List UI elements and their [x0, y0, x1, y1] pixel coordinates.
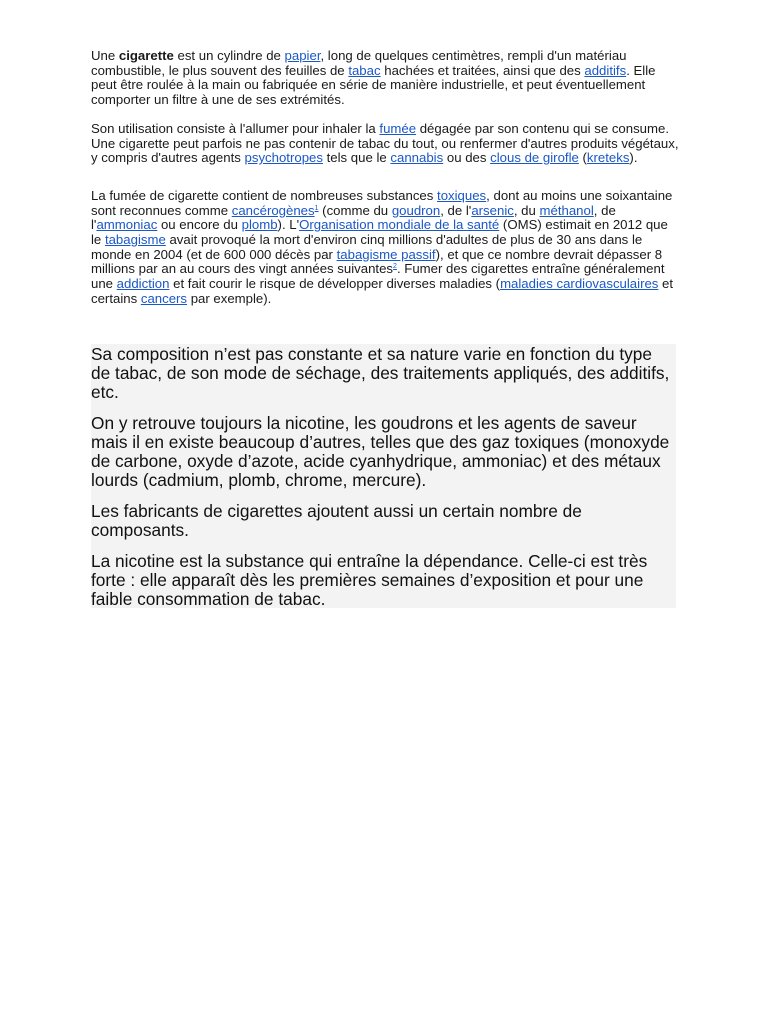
text: La fumée de cigarette contient de nombreuses substances	[91, 187, 438, 203]
paragraph-toxicity	[91, 189, 681, 307]
link-cancers[interactable]: cancers	[140, 290, 188, 306]
link-tabac[interactable]: tabac	[348, 62, 381, 78]
text: (	[578, 150, 587, 166]
text: ), et que ce nombre devrait dépasser 8 millions par an au cours des vingt années suivantes	[91, 246, 663, 277]
text: tels que le	[322, 150, 391, 166]
text: hachées et traitées, ainsi que des	[380, 62, 585, 78]
text: Son utilisation consiste à l'allumer pour inhaler la	[91, 120, 380, 136]
link-maladies-cardiovasculaires[interactable]: maladies cardiovasculaires	[500, 276, 659, 292]
link-arsenic[interactable]: arsenic	[471, 202, 514, 218]
article-body	[91, 49, 681, 307]
text: (comme du	[318, 202, 392, 218]
composition-paragraph: Sa composition n’est pas constante et sa nature varie en fonction du type de tabac, de son mode de séchage, des traitements appliqués, des additifs, etc.	[91, 344, 670, 402]
text: (OMS) estimait en 2012 que le	[91, 217, 668, 248]
link-goudron[interactable]: goudron	[391, 202, 441, 218]
link-toxiques[interactable]: toxiques	[437, 187, 487, 203]
text: dégagée par son contenu qui se consume. Une cigarette peut parfois ne pas contenir de tabac du tout, ou renfermer d'autres produits végétaux, y compris d'autres agents	[91, 120, 679, 166]
term-cigarette: cigarette	[118, 48, 174, 63]
text: ).	[629, 150, 638, 166]
text: . Elle peut être roulée à la main ou fabriquée en série de manière industrielle, et peut éventuellement comporter un filtre à une de ses extrémités.	[91, 62, 656, 108]
link-psychotropes[interactable]: psychotropes	[244, 150, 323, 166]
link-cannabis[interactable]: cannabis	[390, 150, 444, 166]
text: , du	[513, 202, 540, 218]
link-clous-de-girofle[interactable]: clous de girofle	[490, 150, 579, 166]
link-additifs[interactable]: additifs	[584, 62, 627, 78]
link-papier[interactable]: papier	[284, 48, 321, 63]
link-cancerogenes[interactable]: cancérogènes	[231, 202, 315, 218]
footnote-ref-1[interactable]: 1	[314, 204, 319, 212]
constituents-paragraph: On y retrouve toujours la nicotine, les goudrons et les agents de saveur mais il en existe beaucoup d’autres, telles que des gaz toxiques (monoxyde de carbone, oxyde d’azote, acide cyanhydrique, ammoniac) et des métaux lourds (cadmium, plomb, chrome, mercure).	[91, 413, 670, 490]
text: , de l'	[91, 202, 616, 233]
link-addiction[interactable]: addiction	[116, 276, 170, 292]
text: et fait courir le risque de développer diverses maladies (	[169, 276, 501, 292]
link-ammoniac[interactable]: ammoniac	[96, 217, 158, 233]
text: et certains	[91, 276, 674, 306]
link-methanol[interactable]: méthanol	[539, 202, 594, 218]
highlighted-section	[91, 344, 676, 608]
text: , long de quelques centimètres, rempli d'un matériau combustible, le plus souvent des feuilles de	[91, 48, 627, 78]
link-tabagisme[interactable]: tabagisme	[104, 232, 166, 248]
text: . Fumer des cigarettes entraîne généralement une	[91, 261, 665, 292]
link-kreteks[interactable]: kreteks	[586, 150, 630, 166]
manufacturers-paragraph: Les fabricants de cigarettes ajoutent aussi un certain nombre de composants.	[91, 501, 582, 540]
nicotine-paragraph: La nicotine est la substance qui entraîne la dépendance. Celle-ci est très forte : elle apparaît dès les premières semaines d’exposition et pour une faible consommation de tabac.	[91, 551, 648, 609]
text: ou encore du	[157, 217, 242, 233]
text: est un cylindre de	[173, 48, 285, 63]
link-tabagisme-passif[interactable]: tabagisme passif	[336, 246, 436, 262]
paragraph-usage	[91, 122, 681, 166]
text: par exemple).	[187, 290, 272, 306]
footnote-ref-2[interactable]: 2	[393, 263, 397, 271]
paragraph-intro	[91, 49, 681, 108]
text: , dont au moins une soixantaine sont reconnues comme	[91, 187, 673, 218]
text: ). L'	[277, 217, 300, 233]
text: ou des	[443, 150, 491, 166]
text: , de l'	[440, 202, 472, 218]
link-oms[interactable]: Organisation mondiale de la santé	[299, 217, 500, 233]
link-plomb[interactable]: plomb	[241, 217, 278, 233]
text: avait provoqué la mort d'environ cinq millions d'adultes de plus de 30 ans dans le monde en 2004 (et de 600 000 décès par	[91, 232, 643, 262]
text: Une	[91, 48, 119, 63]
link-fumee[interactable]: fumée	[379, 120, 417, 136]
